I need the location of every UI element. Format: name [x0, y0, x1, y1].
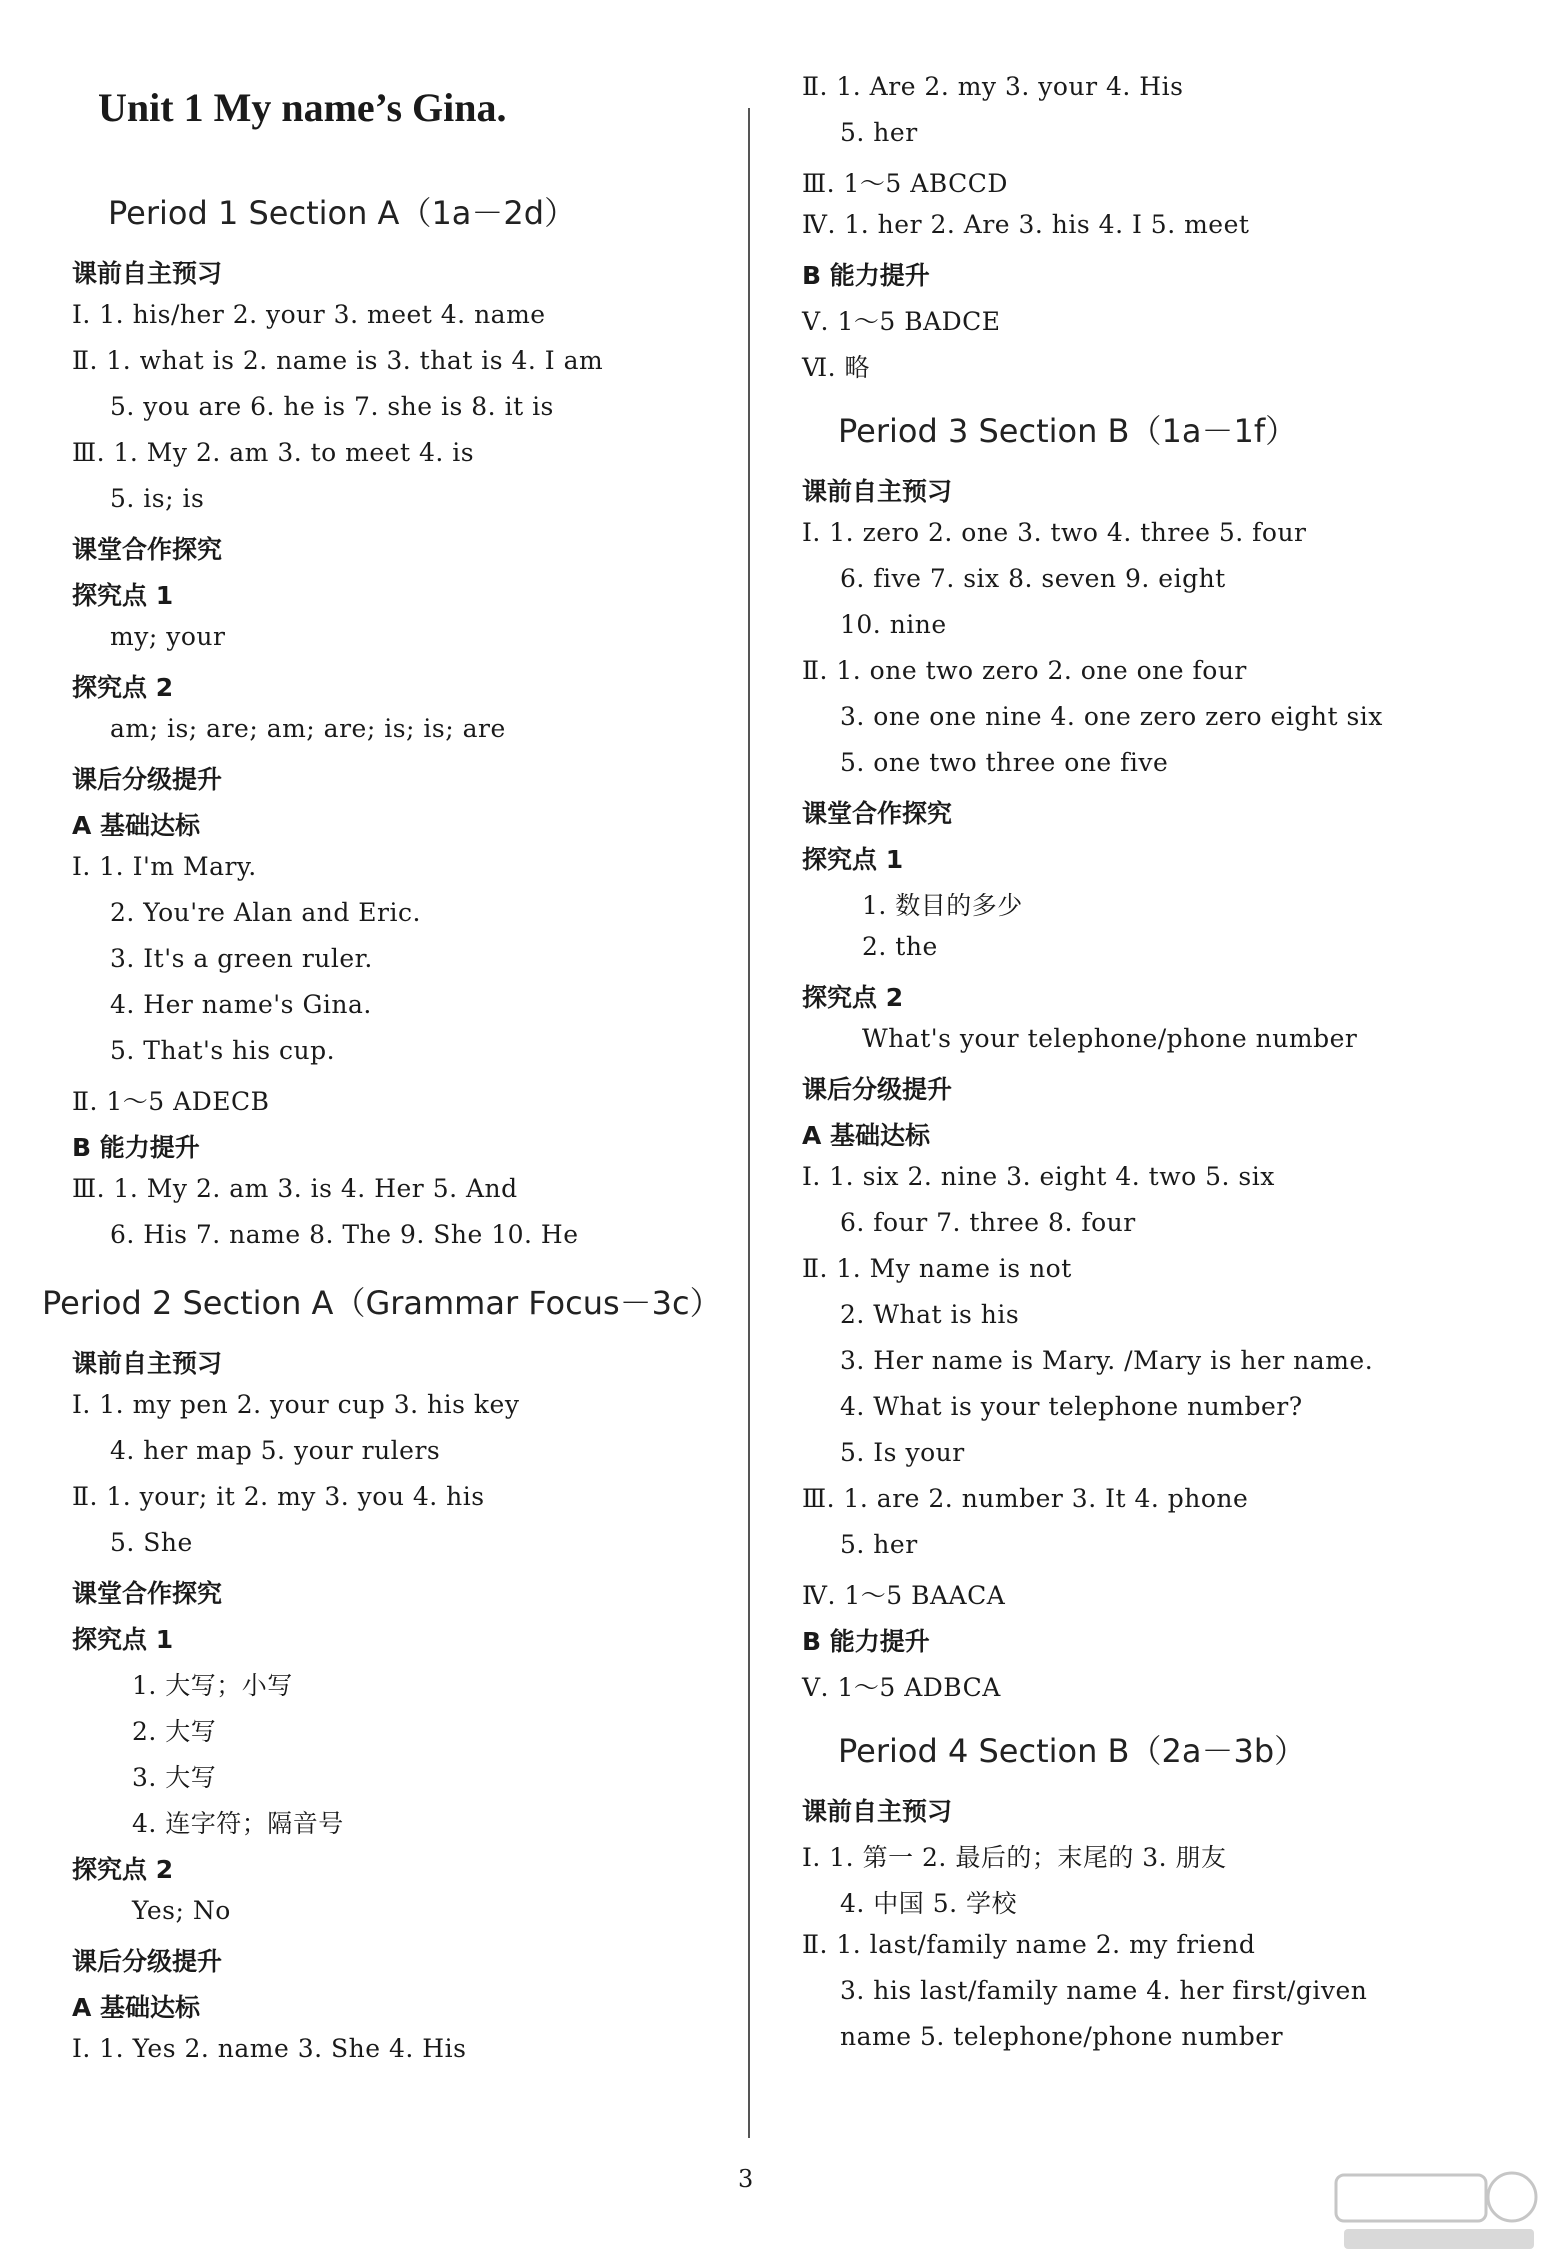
answer-line: Ⅰ. 1. zero 2. one 3. two 4. three 5. four — [802, 518, 1307, 547]
answer-line: 5. you are 6. he is 7. she is 8. it is — [110, 392, 554, 421]
answer-line: Ⅰ. 1. my pen 2. your cup 3. his key — [72, 1390, 520, 1419]
answer-line: Ⅱ. 1. last/family name 2. my friend — [802, 1930, 1256, 1959]
section-heading: 探究点 2 — [72, 673, 174, 702]
answer-line: 4. her map 5. your rulers — [110, 1436, 441, 1465]
answer-line: 4. 中国 5. 学校 — [840, 1889, 1018, 1918]
answer-line: my; your — [110, 622, 226, 651]
answer-line: 3. his last/family name 4. her first/given — [840, 1976, 1368, 2005]
answer-line: Ⅳ. 1. her 2. Are 3. his 4. I 5. meet — [802, 210, 1250, 239]
answer-line: Ⅰ. 1. Yes 2. name 3. She 4. His — [72, 2034, 467, 2063]
answer-line: Ⅱ. 1. one two zero 2. one one four — [802, 656, 1247, 685]
answer-line: Ⅴ. 1～5 ADBCA — [802, 1673, 1001, 1702]
answer-line: Ⅲ. 1. My 2. am 3. is 4. Her 5. And — [72, 1174, 518, 1203]
section-heading: A 基础达标 — [802, 1121, 931, 1150]
answer-line: 5. Is your — [840, 1438, 965, 1467]
section-heading: 课后分级提升 — [72, 1947, 223, 1976]
answer-line: Ⅱ. 1～5 ADECB — [72, 1087, 270, 1116]
section-heading: A 基础达标 — [72, 811, 201, 840]
section-heading: 探究点 1 — [72, 1625, 174, 1654]
answer-line: 3. It's a green ruler. — [110, 944, 373, 973]
answer-line: 6. five 7. six 8. seven 9. eight — [840, 564, 1226, 593]
answer-line: 5. her — [840, 118, 918, 147]
answer-line: 3. one one nine 4. one zero zero eight six — [840, 702, 1383, 731]
answer-line: 3. Her name is Mary. /Mary is her name. — [840, 1346, 1374, 1375]
period-heading: Period 2 Section A（Grammar Focus－3c） — [42, 1284, 722, 1322]
answer-line: am; is; are; am; are; is; is; are — [110, 714, 506, 743]
section-heading: 课后分级提升 — [802, 1075, 953, 1104]
answer-line: name 5. telephone/phone number — [840, 2022, 1284, 2051]
answer-line: 2. What is his — [840, 1300, 1020, 1329]
answer-line: 4. 连字符；隔音号 — [132, 1809, 344, 1838]
section-heading: 课堂合作探究 — [802, 799, 953, 828]
answer-line: 5. one two three one five — [840, 748, 1169, 777]
section-heading: B 能力提升 — [802, 1627, 930, 1656]
answer-line: 5. That's his cup. — [110, 1036, 336, 1065]
answer-line: Ⅰ. 1. his/her 2. your 3. meet 4. name — [72, 300, 546, 329]
section-heading: 课前自主预习 — [802, 477, 953, 506]
section-heading: 课堂合作探究 — [72, 1579, 223, 1608]
section-heading: 探究点 2 — [802, 983, 904, 1012]
answer-line: Ⅱ. 1. Are 2. my 3. your 4. His — [802, 72, 1184, 101]
section-heading: 探究点 1 — [72, 581, 174, 610]
answer-line: 4. What is your telephone number? — [840, 1392, 1303, 1421]
section-heading: 探究点 1 — [802, 845, 904, 874]
section-heading: 课堂合作探究 — [72, 535, 223, 564]
answer-line: Ⅵ. 略 — [802, 353, 871, 382]
answer-line: 5. She — [110, 1528, 193, 1557]
section-heading: 课前自主预习 — [802, 1797, 953, 1826]
section-heading: 课前自主预习 — [72, 1349, 223, 1378]
answer-line: 2. You're Alan and Eric. — [110, 898, 421, 927]
answer-line: 2. the — [862, 932, 938, 961]
answer-line: Ⅰ. 1. six 2. nine 3. eight 4. two 5. six — [802, 1162, 1275, 1191]
column-divider — [748, 108, 750, 2138]
section-heading: 探究点 2 — [72, 1855, 174, 1884]
period-heading: Period 4 Section B（2a－3b） — [838, 1732, 1307, 1770]
answer-line: Ⅲ. 1. My 2. am 3. to meet 4. is — [72, 438, 475, 467]
period-heading: Period 3 Section B（1a－1f） — [838, 412, 1298, 450]
section-heading: B 能力提升 — [802, 261, 930, 290]
section-heading: 课前自主预习 — [72, 259, 223, 288]
answer-line: Ⅰ. 1. I'm Mary. — [72, 852, 257, 881]
answer-line: Ⅰ. 1. 第一 2. 最后的；末尾的 3. 朋友 — [802, 1843, 1227, 1872]
answer-line: Ⅲ. 1～5 ABCCD — [802, 169, 1008, 198]
section-heading: 课后分级提升 — [72, 765, 223, 794]
answer-line: Ⅴ. 1～5 BADCE — [802, 307, 1001, 336]
page-number: 3 — [738, 2165, 754, 2193]
answer-line: 3. 大写 — [132, 1763, 217, 1792]
answer-line: 5. her — [840, 1530, 918, 1559]
watermark-logo — [1334, 2165, 1544, 2255]
answer-line: 1. 大写；小写 — [132, 1671, 293, 1700]
answer-line: 2. 大写 — [132, 1717, 217, 1746]
answer-line: Ⅱ. 1. your; it 2. my 3. you 4. his — [72, 1482, 485, 1511]
answer-line: 4. Her name's Gina. — [110, 990, 372, 1019]
answer-line: 10. nine — [840, 610, 947, 639]
answer-line: What's your telephone/phone number — [862, 1024, 1358, 1053]
answer-line: Yes; No — [132, 1896, 231, 1925]
unit-title: Unit 1 My name’s Gina. — [98, 85, 507, 130]
answer-line: 6. four 7. three 8. four — [840, 1208, 1136, 1237]
section-heading: B 能力提升 — [72, 1133, 200, 1162]
period-heading: Period 1 Section A（1a－2d） — [108, 194, 577, 232]
answer-line: 6. His 7. name 8. The 9. She 10. He — [110, 1220, 579, 1249]
answer-line: Ⅳ. 1～5 BAACA — [802, 1581, 1006, 1610]
answer-line: 1. 数目的多少 — [862, 891, 1023, 920]
answer-line: Ⅱ. 1. My name is not — [802, 1254, 1072, 1283]
section-heading: A 基础达标 — [72, 1993, 201, 2022]
answer-line: Ⅲ. 1. are 2. number 3. It 4. phone — [802, 1484, 1249, 1513]
answer-line: 5. is; is — [110, 484, 205, 513]
answer-line: Ⅱ. 1. what is 2. name is 3. that is 4. I am — [72, 346, 604, 375]
